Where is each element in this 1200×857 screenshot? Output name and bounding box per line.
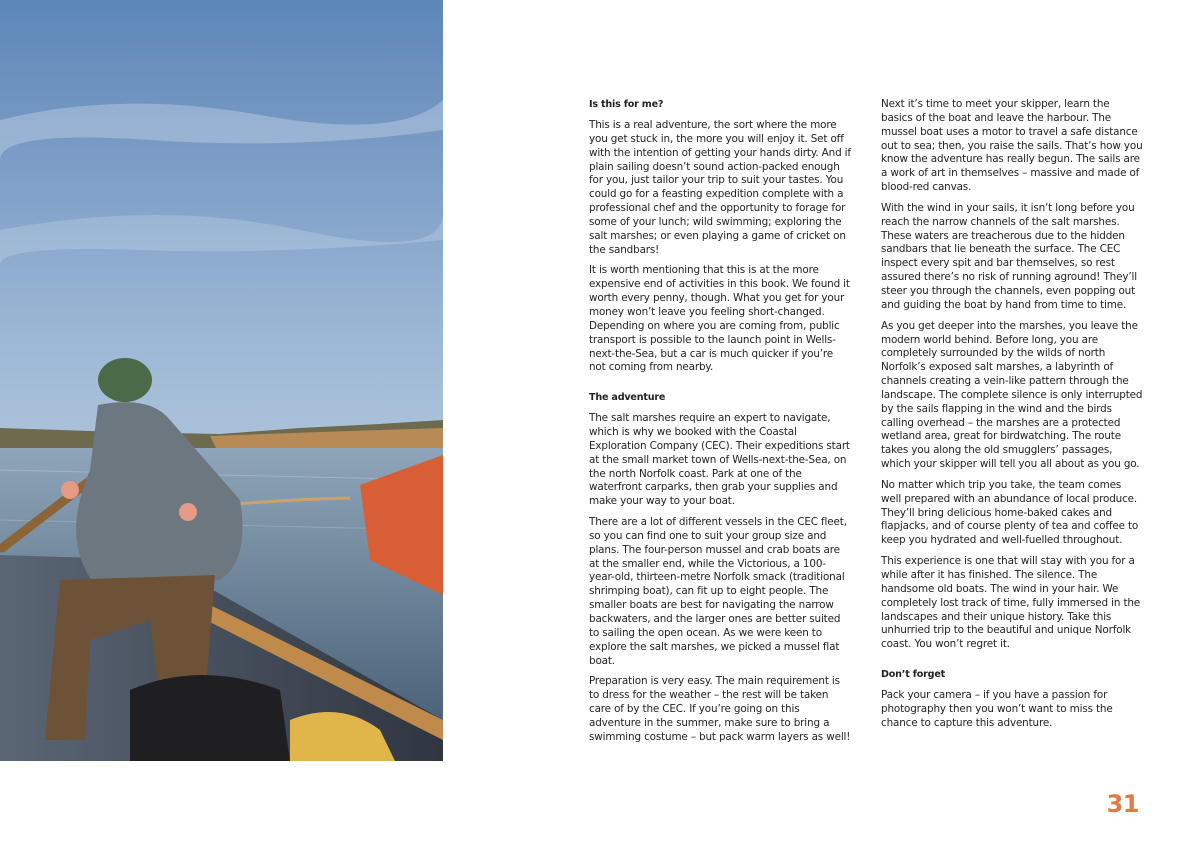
body-paragraph: As you get deeper into the marshes, you leave the modern world behind. Before long, you are completely surrounded by the wilds of north Norfolk’s exposed salt marshes, a labyrinth of channels creating a vein-like pattern through the landscape. The complete silence is only interrupted by the sails flapping in the wind and the birds calling overhead – the marshes are a protected wetland area, great for birdwatching. The route takes you along the old smugglers’ passages, which your skipper will tell you all about as you go. [881, 319, 1143, 471]
body-paragraph: With the wind in your sails, it isn’t long before you reach the narrow channels of the salt marshes. These waters are treacherous due to the hidden sandbars that lie beneath the surface. The CEC inspect every spit and bar themselves, so rest assured there’s no risk of running aground! They’ll steer you through the channels, even popping out and guiding the boat by hand from time to time. [881, 201, 1137, 311]
right-text-column [881, 98, 1143, 738]
body-paragraph: It is worth mentioning that this is at the more expensive end of activities in this book. We found it worth every penny, though. What you get for your money won’t leave you feeling short-changed. Depending on where you are coming from, public transport is possible to the launch point in Wells-next-the-Sea, but a car is much quicker if you’re not coming from nearby. [589, 264, 850, 374]
body-paragraph: No matter which trip you take, the team comes well prepared with an abundance of local produce. They’ll bring delicious home-baked cakes and flapjacks, and of course plenty of tea and coffee to keep you hydrated and well-fuelled throughout. [881, 478, 1139, 547]
body-paragraph: Next it’s time to meet your skipper, learn the basics of the boat and leave the harbour. The mussel boat uses a motor to travel a safe distance out to sea; then, you raise the sails. That’s how you know the adventure has really begun. The sails are a work of art in themselves – massive and made of blood-red canvas. [881, 98, 1143, 194]
section-heading-is-this-for-me: Is this for me? [589, 99, 664, 110]
photo-boat-rower [0, 0, 443, 761]
body-paragraph: There are a lot of different vessels in the CEC fleet, so you can find one to suit your group size and plans. The four-person mussel and crab boats are at the smaller end, while the Victorious, a 100-year-old, thirteen-metre Norfolk smack (traditional shrimping boat), can fit up to eight people. The smaller boats are best for navigating the narrow backwaters, and the larger ones are better suited to sailing the open ocean. As we were keen to explore the salt marshes, we picked a mussel flat boat. [589, 516, 847, 667]
body-paragraph: The salt marshes require an expert to navigate, which is why we booked with the Coastal Exploration Company (CEC). Their expeditions start at the small market town of Wells-next-the-Sea, on the north Norfolk coast. Park at one of the waterfront carparks, then grab your supplies and make your way to your boat. [589, 412, 850, 508]
body-paragraph: Preparation is very easy. The main requirement is to dress for the weather – the rest will be taken care of by the CEC. If you’re going on this adventure in the summer, make sure to bring a swimming costume – but pack warm layers as well! [589, 675, 851, 743]
body-paragraph: Pack your camera – if you have a passion for photography then you won’t want to miss the chance to capture this adventure. [881, 689, 1113, 729]
page-number: 31 [1106, 790, 1139, 818]
body-paragraph: This experience is one that will stay with you for a while after it has finished. The silence. The handsome old boats. The wind in your hair. We completely lost track of time, fully immersed in the landscapes and their unique history. Take this unhurried trip to the beautiful and unique Norfolk coast. You won’t regret it. [881, 555, 1141, 651]
section-heading-the-adventure: The adventure [589, 392, 666, 404]
left-text-column [589, 98, 851, 752]
body-paragraph: This is a real adventure, the sort where the more you get stuck in, the more you will enjoy it. Set off with the intention of getting your hands dirty. And if plain sailing doesn’t sound action-packed enough for you, just tailor your trip to suit your tastes. You could go for a feasting expedition complete with a professional chef and the opportunity to forage for some of your lunch; wild swimming; exploring the salt marshes; or even playing a game of cricket on the sandbars! [589, 119, 851, 256]
section-heading-dont-forget: Don’t forget [881, 669, 946, 681]
